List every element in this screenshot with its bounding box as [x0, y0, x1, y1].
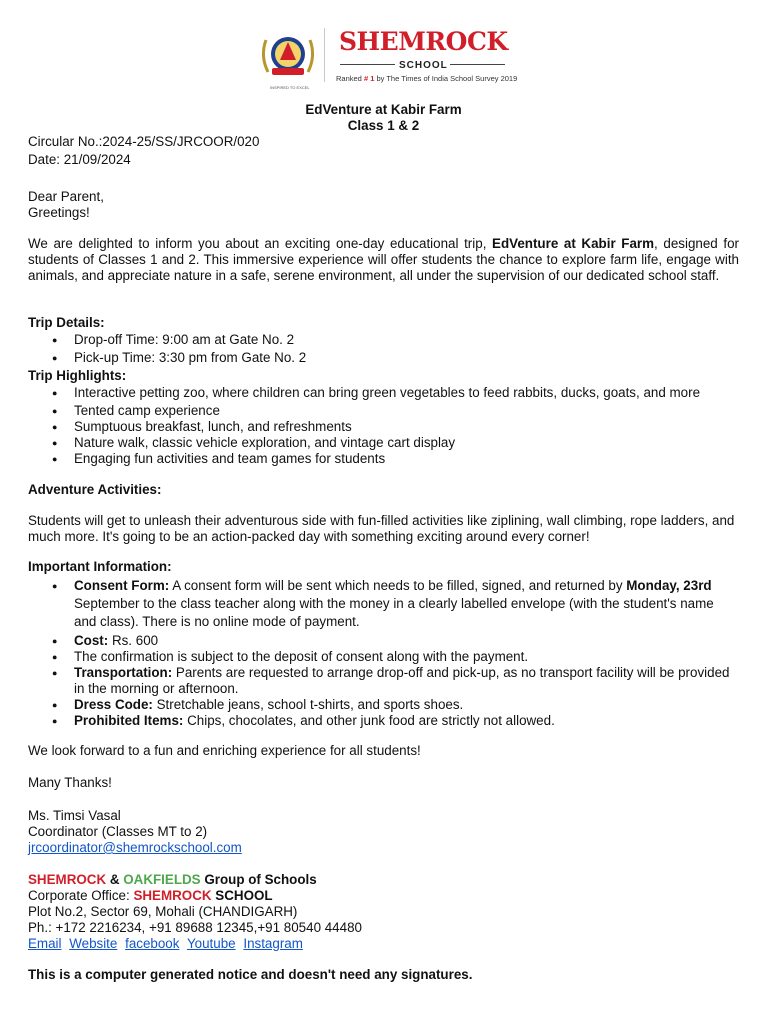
closing-line: We look forward to a fun and enriching experience for all students!	[28, 743, 421, 758]
footer-links	[28, 936, 307, 952]
list-item: ● Interactive petting zoo, where children can bring green vegetables to feed rabbits, ducks, goats, and more	[74, 385, 739, 401]
dress-label: Dress Code:	[74, 697, 153, 712]
computer-generated-notice: This is a computer generated notice and doesn't need any signatures.	[28, 967, 473, 982]
consent-text-2: September to the class teacher along with the money in a clearly labelled envelope (with the student's name and class). There is no online mode of payment.	[74, 596, 714, 629]
email-link[interactable]: Email	[28, 936, 62, 951]
ranked-number: # 1	[363, 74, 375, 83]
group-oakfields: OAKFIELDS	[123, 872, 201, 887]
instagram-link[interactable]: Instagram	[243, 936, 303, 951]
ranking-tagline	[336, 71, 517, 87]
thanks: Many Thanks!	[28, 775, 112, 790]
ranked-pre: Ranked	[336, 74, 362, 83]
phone: Ph.: +172 2216234, +91 89688 12345,+91 80540 44480	[28, 920, 362, 935]
list-item: ● The confirmation is subject to the deposit of consent along with the payment.	[74, 649, 739, 665]
signatory-name: Ms. Timsi Vasal	[28, 808, 121, 823]
brand-name: SHEMROCK	[339, 27, 508, 56]
corp-brand: SHEMROCK	[133, 888, 212, 903]
circular-subtitle: Class 1 & 2	[347, 118, 420, 133]
circular-date: Date: 21/09/2024	[28, 152, 131, 167]
consent-label: Consent Form:	[74, 578, 170, 593]
dress-text: Stretchable jeans, school t-shirts, and sports shoes.	[152, 697, 464, 712]
website-link[interactable]: Website	[69, 936, 118, 951]
group-line	[28, 872, 317, 888]
transport-text: Parents are requested to arrange drop-off and pick-up, as no transport facility will be provided in the morning or afternoon.	[74, 665, 730, 696]
consent-text-1: A consent form will be sent which needs to be filled, signed, and returned by	[169, 578, 627, 593]
intro-post: , designed for students of Classes 1 and 2. This immersive experience will offer students the chance to explore farm life, engage with animals, and appreciate nature in a safe, serene environment, all under the supervision of our dedicated school staff.	[28, 236, 739, 283]
list-item-transport	[74, 665, 739, 697]
youtube-link[interactable]: Youtube	[186, 936, 236, 951]
important-heading: Important Information:	[28, 559, 172, 574]
intro-paragraph	[28, 236, 739, 284]
school-line-left	[340, 64, 395, 65]
list-item: ● Tented camp experience	[74, 403, 739, 419]
list-item: ● Pick-up Time: 3:30 pm from Gate No. 2	[74, 350, 739, 366]
corporate-office	[28, 888, 273, 904]
list-item: ● Sumptuous breakfast, lunch, and refreshments	[74, 419, 739, 435]
list-item-prohibited	[74, 713, 739, 729]
adventure-paragraph: Students will get to unleash their adventurous side with fun-filled activities like ziplining, wall climbing, rope ladders, and much more. It's going to be an action-packed day with something exciting around every corner!	[28, 513, 735, 544]
address: Plot No.2, Sector 69, Mohali (CHANDIGARH)	[28, 904, 298, 919]
signatory-role: Coordinator (Classes MT to 2)	[28, 824, 208, 839]
transport-label: Transportation:	[74, 665, 173, 680]
intro-trip-name: EdVenture at Kabir Farm	[492, 236, 655, 251]
group-shemrock: SHEMROCK	[28, 872, 107, 887]
prohibited-text: Chips, chocolates, and other junk food are strictly not allowed.	[183, 713, 555, 728]
school-logo	[258, 26, 518, 90]
brand-school-word: SCHOOL	[399, 60, 448, 71]
list-item-dress	[74, 697, 739, 713]
ranked-post: by The Times of India School Survey 2019	[376, 74, 518, 83]
coordinator-email-link[interactable]: jrcoordinator@shemrockschool.com	[28, 840, 242, 855]
cost-value: Rs. 600	[108, 633, 159, 648]
circular-title: EdVenture at Kabir Farm	[305, 102, 462, 117]
corp-school: SCHOOL	[211, 888, 273, 903]
list-item: ● Drop-off Time: 9:00 am at Gate No. 2	[74, 332, 739, 348]
header-divider	[324, 28, 325, 82]
trip-highlights-heading: Trip Highlights:	[28, 368, 127, 383]
list-item: ● Nature walk, classic vehicle exploration, and vintage cart display	[74, 435, 739, 451]
school-line-right	[450, 64, 505, 65]
list-item-cost	[74, 633, 739, 649]
group-text: Group of Schools	[200, 872, 317, 887]
list-item: ● Engaging fun activities and team games for students	[74, 451, 739, 467]
prohibited-label: Prohibited Items:	[74, 713, 184, 728]
trip-details-heading: Trip Details:	[28, 315, 105, 330]
intro-pre: We are delighted to inform you about an exciting one-day educational trip,	[28, 236, 493, 251]
list-item-consent	[74, 577, 739, 631]
group-amp: &	[106, 872, 124, 887]
corp-label: Corporate Office:	[28, 888, 134, 903]
circular-number: Circular No.:2024-25/SS/JRCOOR/020	[28, 134, 260, 149]
cost-label: Cost:	[74, 633, 109, 648]
school-crest-icon	[258, 26, 318, 86]
salutation: Dear Parent,	[28, 189, 104, 204]
greeting: Greetings!	[28, 205, 90, 220]
adventure-heading: Adventure Activities:	[28, 482, 162, 497]
consent-deadline: Monday, 23rd	[626, 578, 712, 593]
motto: INSPIRED TO EXCEL	[270, 85, 310, 90]
facebook-link[interactable]: facebook	[125, 936, 180, 951]
